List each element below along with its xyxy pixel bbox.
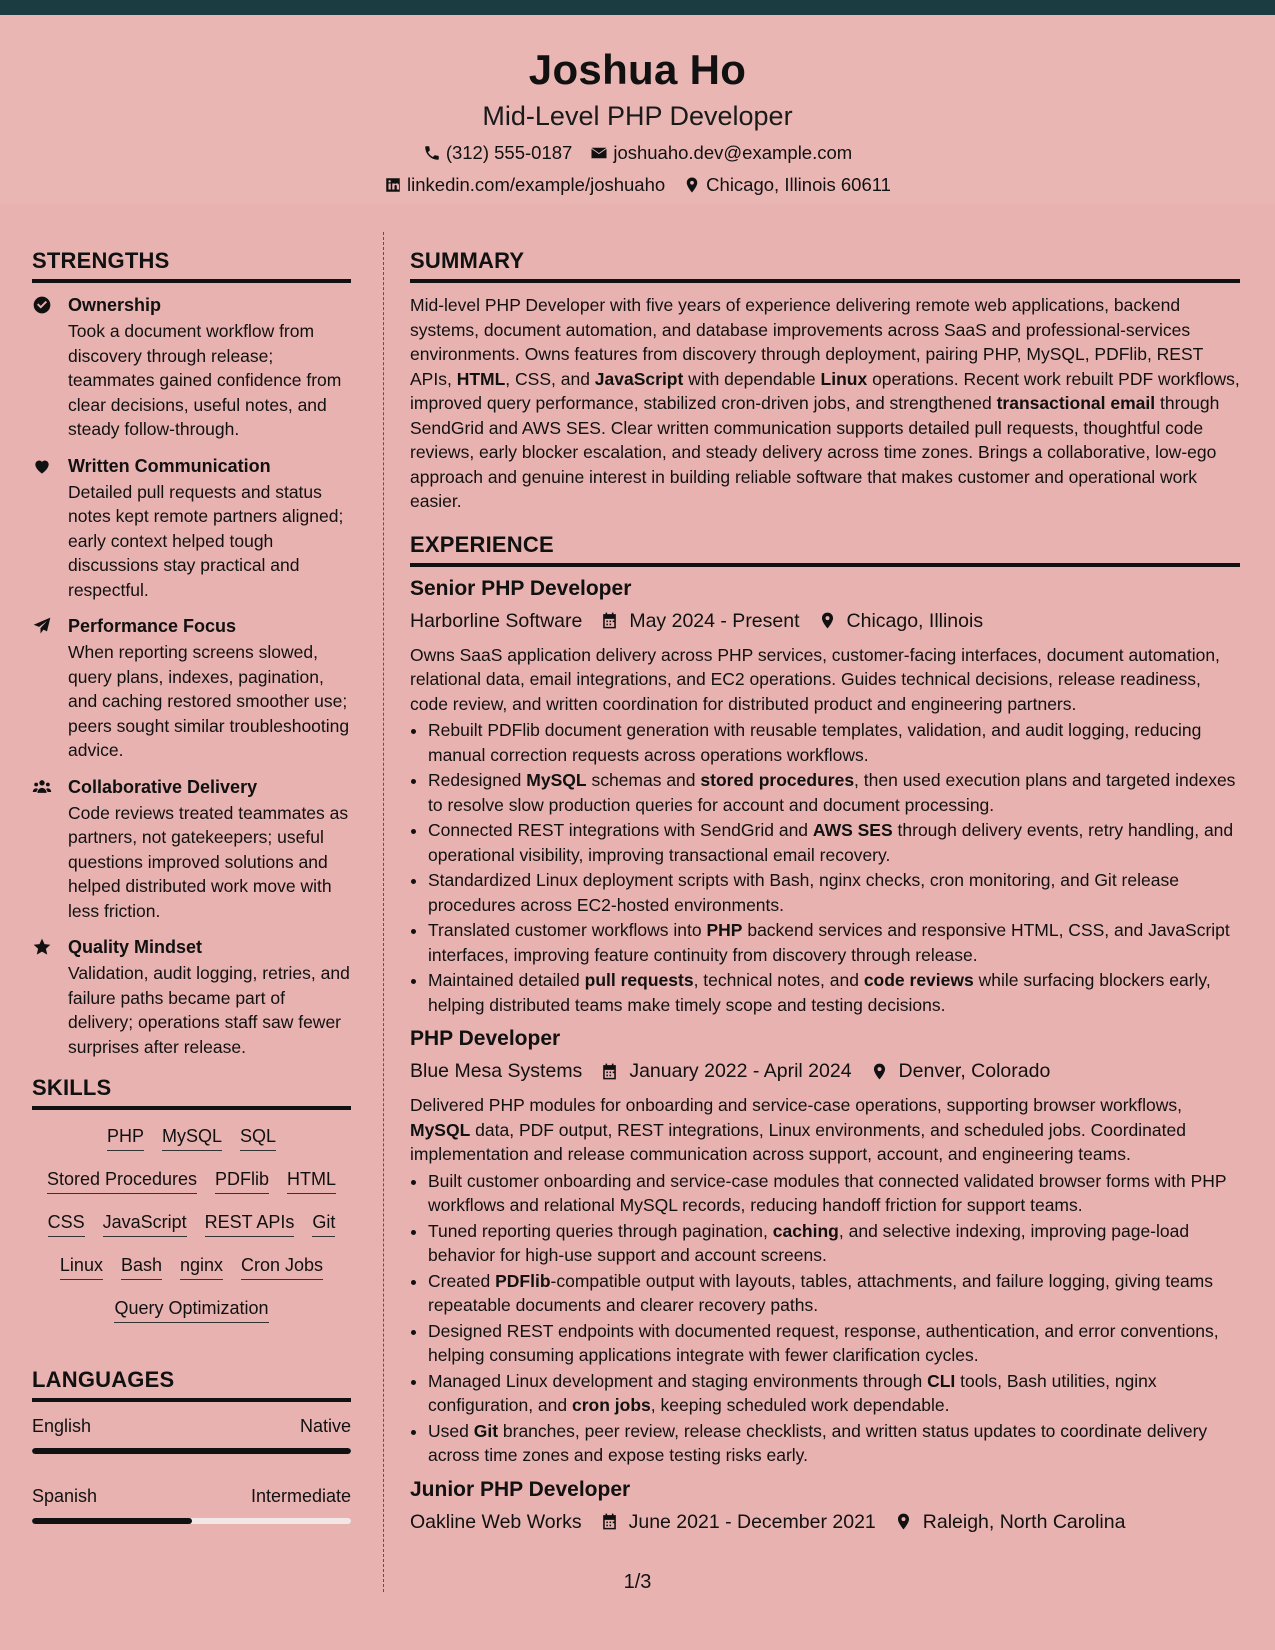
- languages-list: [32, 1414, 351, 1524]
- text-segment: branches, peer review, release checklists, and written status updates to coordinate delivery across time zones and expose testing risks early.: [428, 1420, 1208, 1465]
- bold-text: AWS SES: [812, 820, 893, 840]
- star-icon: [32, 937, 52, 957]
- check-circle-icon: [32, 295, 52, 315]
- envelope-icon: [590, 144, 608, 162]
- language-name: English: [32, 1416, 92, 1436]
- resume-header: [0, 15, 1275, 204]
- job-bullet: [428, 1219, 1240, 1268]
- job-bullet: [428, 768, 1240, 817]
- linkedin-text: linkedin.com/example/joshuaho: [407, 174, 666, 195]
- strength-title: Ownership: [68, 295, 162, 315]
- strength-title: Performance Focus: [68, 616, 237, 636]
- experience-heading: EXPERIENCE: [410, 530, 1240, 567]
- language-level-fill: [32, 1448, 351, 1454]
- job-bullet: [428, 1169, 1240, 1218]
- job-bullet: [428, 1369, 1240, 1418]
- phone-text: (312) 555-0187: [445, 142, 573, 163]
- job-company: [410, 607, 582, 635]
- strength-icon-wrap: [32, 454, 54, 603]
- phone-icon: [423, 144, 441, 162]
- top-accent-bar: [0, 0, 1275, 15]
- job-entry: [410, 575, 1240, 1018]
- text-segment: -compatible output with layouts, tables, attachments, and failure logging, giving teams repeatable documents and clearer recovery paths.: [428, 1270, 1214, 1315]
- dates-text: January 2022 - April 2024: [629, 1060, 852, 1082]
- phone-contact[interactable]: [423, 141, 573, 165]
- strength-item: [32, 775, 351, 924]
- text-segment: , technical notes, and: [693, 970, 864, 990]
- skill-tag: PDFlib: [215, 1167, 269, 1194]
- job-location-text: Chicago, Illinois: [846, 609, 984, 632]
- text-segment: while surfacing blockers early, helping distributed teams make timely scope and testing decisions.: [428, 970, 1211, 1015]
- linkedin-contact[interactable]: [384, 173, 665, 197]
- strength-desc: Validation, audit logging, retries, and failure paths became part of delivery; operations staff saw fewer surprises after release.: [68, 963, 350, 1057]
- text-segment: , CSS, and: [505, 368, 595, 389]
- job-title: Senior PHP Developer: [410, 576, 632, 600]
- map-pin-icon: [870, 1062, 889, 1081]
- strength-icon-wrap: [32, 935, 54, 1059]
- job-company: [410, 1057, 582, 1085]
- skill-tag: Query Optimization: [114, 1296, 268, 1323]
- bold-text: PDFlib: [495, 1270, 551, 1291]
- job-bullet: [428, 1419, 1240, 1468]
- skill-tag: Cron Jobs: [241, 1253, 323, 1280]
- language-level-fill: [32, 1518, 192, 1524]
- text-segment: Mid-level PHP Developer with five years of experience delivering remote web applications, backend systems, document automation, and database improvements across SaaS and professional-services environments. Owns features from discovery through deployment, pairing PHP, MySQL, PDFlib, REST APIs,: [410, 295, 1204, 389]
- job-bullet: [428, 1319, 1240, 1368]
- skill-tag: JavaScript: [103, 1210, 187, 1237]
- text-segment: operations. Recent work rebuilt PDF workflows, improved query performance, stabilized cron-driven jobs, and strengthened: [410, 368, 1240, 413]
- strengths-heading: STRENGTHS: [32, 246, 351, 283]
- candidate-title: Mid-Level PHP Developer: [482, 101, 793, 131]
- strength-item: [32, 935, 351, 1059]
- bold-text: pull requests: [584, 970, 694, 990]
- job-dates: [600, 1508, 876, 1536]
- text-segment: Used: [428, 1420, 474, 1441]
- strength-body: [68, 775, 351, 924]
- calendar-icon: [600, 1062, 619, 1081]
- job-company: [410, 1508, 582, 1536]
- text-segment: Translated customer workflows into: [428, 920, 707, 940]
- bold-text: caching: [772, 1220, 839, 1241]
- text-segment: Created: [428, 1270, 496, 1291]
- strength-icon-wrap: [32, 293, 54, 442]
- bold-text: cron jobs: [572, 1395, 651, 1415]
- text-segment: tools, Bash utilities, nginx configuration, and: [428, 1370, 1157, 1415]
- company-name: Blue Mesa Systems: [410, 1060, 583, 1082]
- strength-icon-wrap: [32, 614, 54, 763]
- language-name: Spanish: [32, 1486, 98, 1506]
- summary-heading: SUMMARY: [410, 246, 1240, 283]
- email-contact[interactable]: [590, 141, 852, 165]
- calendar-icon: [600, 611, 619, 630]
- location-contact: [683, 173, 891, 197]
- paper-plane-icon: [32, 616, 52, 636]
- linkedin-icon: [384, 176, 402, 194]
- text-segment: through SendGrid and AWS SES. Clear written communication supports detailed pull requests, thoughtful code reviews, early blocker escalation, and steady delivery across time zones. Brings a collaborative, low-ego approach and genuine interest in building reliable software that makes customer and operational work easier.: [410, 393, 1220, 511]
- text-segment: backend services and responsive HTML, CSS, and JavaScript interfaces, improving feature continuity from discovery through release.: [428, 920, 1230, 965]
- contact-row-2: [0, 173, 1275, 197]
- text-segment: Connected REST integrations with SendGrid and: [428, 820, 813, 840]
- job-meta: [410, 1057, 1240, 1085]
- text-segment: schemas and: [586, 770, 701, 790]
- job-title: Junior PHP Developer: [410, 1477, 631, 1501]
- strength-item: [32, 293, 351, 442]
- job-location-text: Denver, Colorado: [898, 1060, 1051, 1082]
- text-segment: Rebuilt PDFlib document generation with reusable templates, validation, and audit logging, reducing manual correction requests across operations workflows.: [428, 720, 1202, 765]
- strength-desc: Took a document workflow from discovery through release; teammates gained confidence from clear decisions, useful notes, and steady follow-through.: [68, 321, 342, 439]
- job-bullet: [428, 918, 1240, 967]
- bold-text: CLI: [927, 1370, 956, 1391]
- dates-text: June 2021 - December 2021: [628, 1510, 876, 1533]
- map-pin-icon: [683, 176, 701, 194]
- skill-tag: Linux: [60, 1253, 103, 1280]
- bold-text: transactional email: [996, 393, 1156, 413]
- skill-tag: HTML: [287, 1167, 336, 1194]
- language-level: Intermediate: [250, 1486, 351, 1506]
- strength-title: Written Communication: [68, 455, 271, 476]
- job-dates: [600, 607, 799, 635]
- job-bullet: [428, 818, 1240, 867]
- text-segment: with dependable: [683, 368, 821, 389]
- skill-tag: SQL: [240, 1124, 276, 1151]
- skill-tag: nginx: [180, 1253, 223, 1280]
- bold-text: code reviews: [863, 970, 974, 990]
- job-location: [870, 1057, 1051, 1085]
- text-segment: Redesigned: [428, 770, 527, 790]
- language-row: [32, 1414, 351, 1438]
- page-number: 1/3: [623, 1571, 652, 1593]
- strength-title: Quality Mindset: [68, 937, 203, 957]
- bold-text: Linux: [820, 368, 868, 389]
- text-segment: , then used execution plans and targeted indexes to resolve slow production queries for account and document processing.: [428, 770, 1236, 815]
- skills-list: [32, 1120, 351, 1329]
- job-meta: [410, 607, 1240, 635]
- job-dates: [600, 1057, 851, 1085]
- strength-item: [32, 614, 351, 763]
- strength-body: [68, 293, 351, 442]
- bold-text: stored procedures: [700, 770, 855, 790]
- skills-heading: SKILLS: [32, 1073, 351, 1110]
- bold-text: PHP: [706, 920, 743, 940]
- text-segment: Built customer onboarding and service-case modules that connected validated browser forms with PHP workflows and relational MySQL records, reducing handoff friction for support teams.: [428, 1170, 1227, 1215]
- text-segment: Designed REST endpoints with documented request, response, authentication, and error conventions, helping consuming applications integrate with fewer clarification cycles.: [428, 1320, 1219, 1365]
- users-icon: [32, 777, 52, 797]
- bold-text: MySQL: [526, 770, 587, 790]
- language-level-bar: [32, 1518, 351, 1524]
- job-bullet: [428, 968, 1240, 1017]
- job-entry: [410, 1476, 1240, 1536]
- text-segment: , keeping scheduled work dependable.: [650, 1395, 950, 1415]
- language-level: Native: [299, 1416, 351, 1436]
- dates-text: May 2024 - Present: [629, 609, 800, 632]
- text-segment: , and selective indexing, improving page-load behavior for high-use support and account screens.: [428, 1220, 1190, 1265]
- strength-desc: Detailed pull requests and status notes kept remote partners aligned; early context helped tough discussions stay practical and respectful.: [68, 481, 344, 600]
- bold-text: Git: [473, 1420, 499, 1441]
- skill-tag: PHP: [107, 1124, 144, 1151]
- job-bullets: [410, 1169, 1240, 1468]
- map-pin-icon: [894, 1512, 913, 1531]
- text-segment: through delivery events, retry handling, and operational visibility, improving transactional email recovery.: [428, 820, 1234, 865]
- job-location-text: Raleigh, North Carolina: [922, 1510, 1126, 1533]
- text-segment: data, PDF output, REST integrations, Linux environments, and scheduled jobs. Coordinated implementation and release communication across support, account, and engineering teams.: [410, 1119, 1186, 1164]
- job-title: PHP Developer: [410, 1027, 561, 1050]
- strength-body: [68, 935, 351, 1059]
- job-location: [894, 1508, 1126, 1536]
- text-segment: Managed Linux development and staging environments through: [428, 1370, 928, 1391]
- bold-text: JavaScript: [594, 368, 684, 389]
- job-bullet: [428, 1269, 1240, 1318]
- skill-tag: CSS: [48, 1210, 85, 1237]
- left-column: [32, 232, 351, 1554]
- company-name: Harborline Software: [410, 609, 583, 632]
- skill-tag: Git: [312, 1210, 335, 1237]
- column-divider: [383, 232, 384, 1592]
- languages-heading: LANGUAGES: [32, 1365, 351, 1402]
- jobs-list: [410, 575, 1240, 1536]
- map-pin-icon: [818, 611, 837, 630]
- strength-desc: When reporting screens slowed, query plans, indexes, pagination, and caching restored smoother use; peers sought similar troubleshooting advice.: [68, 642, 350, 760]
- right-column: [410, 232, 1240, 1536]
- job-entry: [410, 1025, 1240, 1468]
- strengths-list: [32, 293, 351, 1059]
- language-row: [32, 1484, 351, 1508]
- strength-desc: Code reviews treated teammates as partners, not gatekeepers; useful questions improved solutions and helped distributed work move with less friction.: [68, 802, 349, 921]
- text-segment: Tuned reporting queries through pagination,: [428, 1220, 773, 1241]
- skill-tag: Stored Procedures: [47, 1167, 197, 1194]
- bold-text: MySQL: [410, 1119, 471, 1140]
- skill-tag: MySQL: [162, 1124, 222, 1151]
- job-description: [410, 1093, 1240, 1167]
- bold-text: HTML: [456, 368, 506, 389]
- skill-tag: Bash: [121, 1253, 162, 1280]
- language-level-bar: [32, 1448, 351, 1454]
- text-segment: Owns SaaS application delivery across PHP services, customer-facing interfaces, document automation, relational data, email integrations, and EC2 operations. Guides technical decisions, release readiness, code review, and written coordination for distributed product and engineering partners.: [410, 644, 1220, 714]
- job-description: [410, 643, 1240, 717]
- calendar-icon: [600, 1512, 619, 1531]
- text-segment: Maintained detailed: [428, 970, 585, 990]
- text-segment: Delivered PHP modules for onboarding and service-case operations, supporting browser workflows,: [410, 1095, 1183, 1115]
- heart-icon: [32, 456, 52, 476]
- job-bullet: [428, 868, 1240, 917]
- strength-item: [32, 454, 351, 603]
- strength-title: Collaborative Delivery: [68, 776, 258, 797]
- contact-row-1: [0, 141, 1275, 165]
- job-meta: [410, 1508, 1240, 1536]
- candidate-name: Joshua Ho: [528, 46, 747, 93]
- strength-body: [68, 454, 351, 603]
- skill-tag: REST APIs: [205, 1210, 295, 1237]
- text-segment: Standardized Linux deployment scripts with Bash, nginx checks, cron monitoring, and Git release procedures across EC2-hosted environments.: [428, 870, 1179, 915]
- email-text: joshuaho.dev@example.com: [613, 142, 853, 163]
- location-text: Chicago, Illinois 60611: [706, 174, 891, 195]
- strength-body: [68, 614, 351, 763]
- job-bullet: [428, 718, 1240, 767]
- job-location: [818, 607, 984, 635]
- company-name: Oakline Web Works: [410, 1510, 582, 1533]
- strength-icon-wrap: [32, 775, 54, 924]
- job-bullets: [410, 718, 1240, 1017]
- summary-text: [410, 293, 1240, 514]
